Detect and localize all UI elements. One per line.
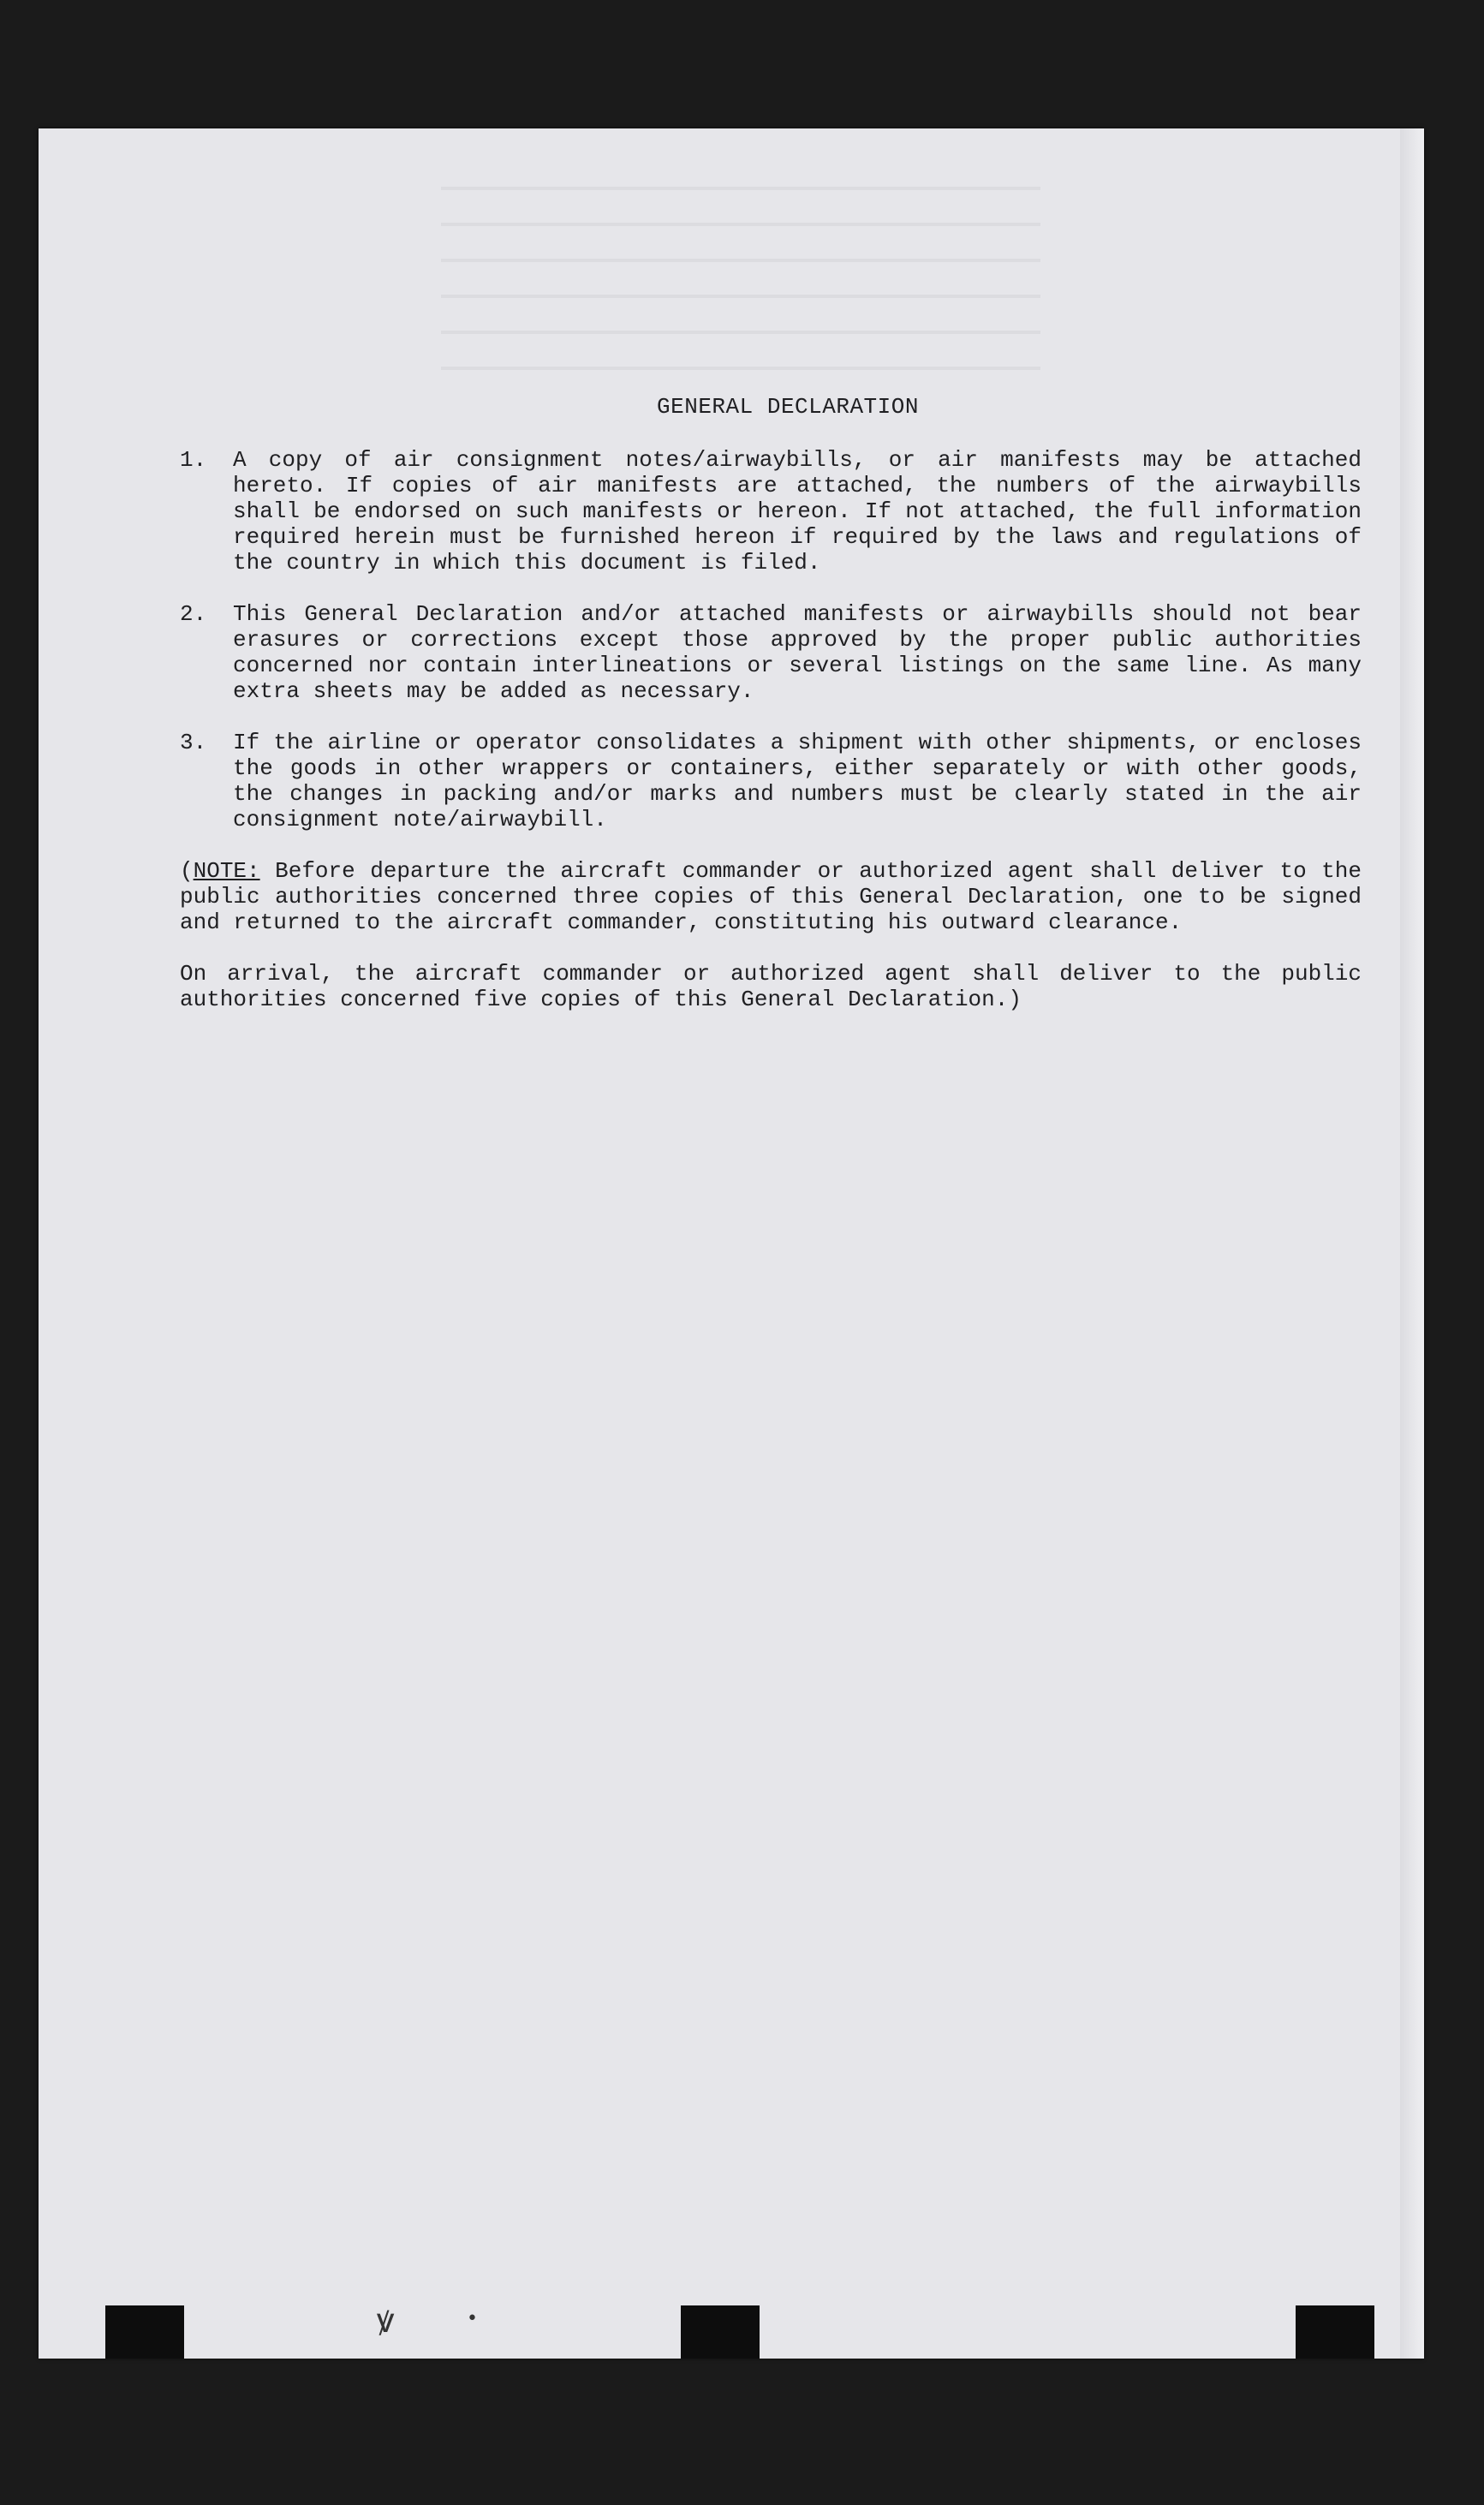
note-text: Before departure the aircraft commander or authorized agent shall deliver to the public authorities concerned three copies of this General Declaration, one to be signed and returned to the aircraft commander, constituting his outward clearance. [180, 858, 1362, 935]
item-text: A copy of air consignment notes/airwaybills, or air manifests may be attached hereto. If copies of air manifests are attached, the numbers of the airwaybills shall be endorsed on such manifests or hereon. If not attached, the full information required herein must be furnished hereon if required by the laws and regulations of the country in which this document is filed. [233, 447, 1362, 576]
arrival-paragraph: On arrival, the aircraft commander or authorized agent shall deliver to the public authorities concerned five copies of this General Declaration.) [180, 961, 1362, 1012]
page-edge [1400, 128, 1424, 2359]
document-title: GENERAL DECLARATION [657, 394, 919, 420]
numbered-item-3 [180, 730, 1362, 832]
item-text: This General Declaration and/or attached manifests or airwaybills should not bear erasures or corrections except those approved by the proper public authorities concerned nor contain interlineations or several listings on the same line. As many extra sheets may be added as necessary. [233, 601, 1362, 704]
binder-hole-center [681, 2305, 760, 2359]
binder-hole-left [105, 2305, 184, 2359]
note-label: NOTE: [193, 858, 260, 884]
document-page [39, 128, 1424, 2359]
bleed-through-texture [441, 180, 1040, 403]
note-paragraph [180, 858, 1362, 935]
numbered-item-2 [180, 601, 1362, 704]
ink-dot: • [467, 2308, 478, 2329]
item-text: If the airline or operator consolidates a shipment with other shipments, or encloses the goods in other wrappers or containers, either separately or with other goods, the changes in packing and/or marks and numbers must be clearly stated in the air consignment note/airwaybill. [233, 730, 1362, 832]
item-number: 2. [180, 601, 207, 627]
note-open-paren: ( [180, 858, 194, 884]
declaration-text [180, 394, 1362, 1012]
item-number: 3. [180, 730, 207, 755]
numbered-item-1 [180, 447, 1362, 576]
binder-hole-right [1296, 2305, 1374, 2359]
item-number: 1. [180, 447, 207, 473]
handwritten-mark: ꝟ [377, 2301, 395, 2341]
